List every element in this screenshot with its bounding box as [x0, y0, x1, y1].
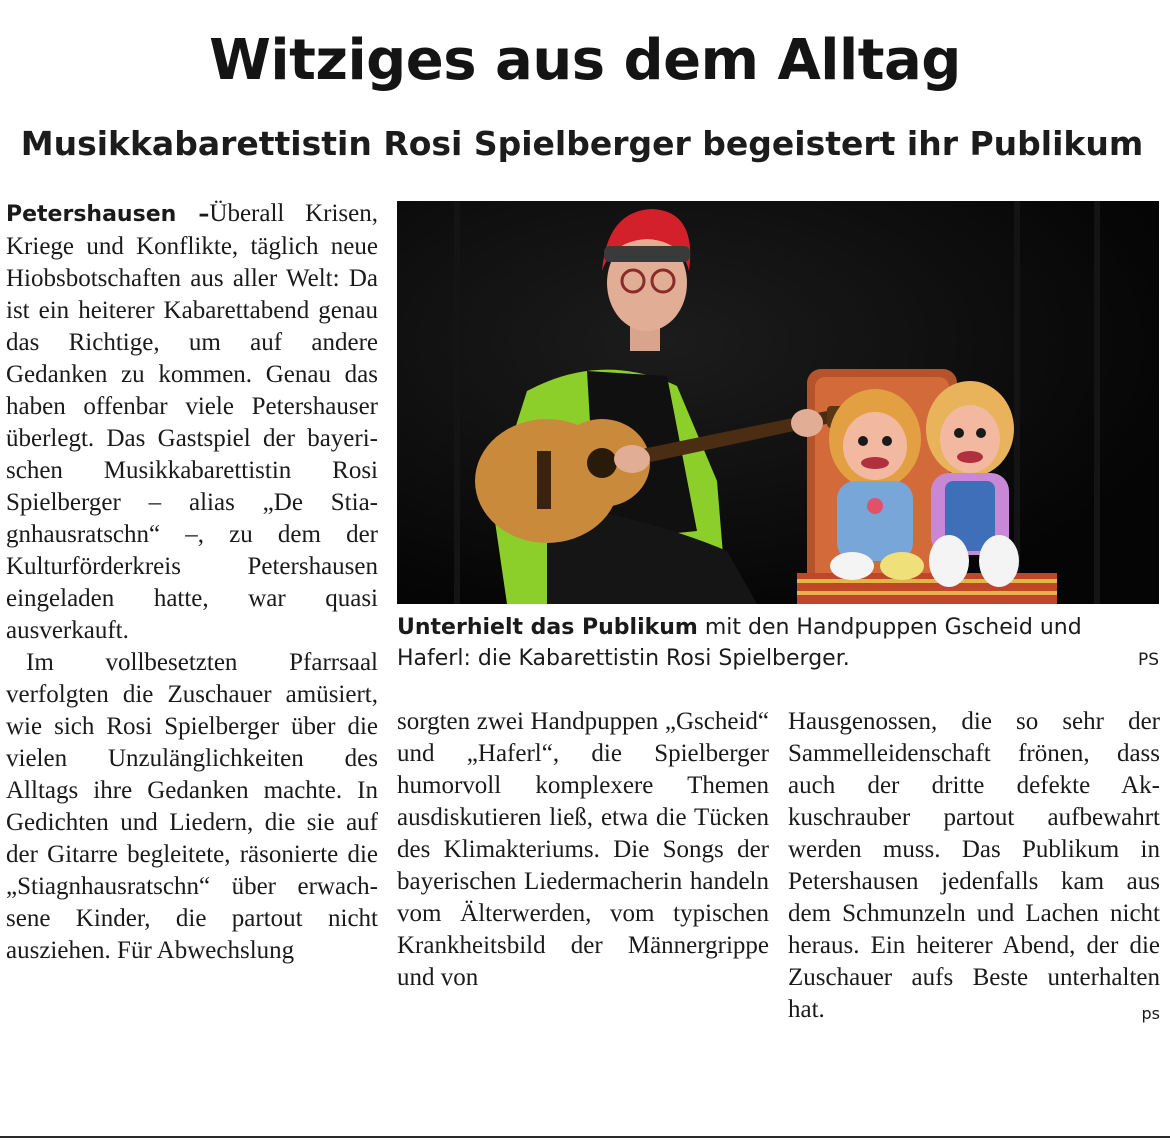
article-headline: Witziges aus dem Alltag — [209, 28, 961, 93]
caption-lead: Unterhielt das Publikum — [397, 615, 698, 640]
photo-caption — [397, 612, 1159, 676]
paragraph-2-part-1: Im vollbesetzten Pfarrsaal verfolgten die Zuschauer amüsiert, wie sich Rosi Spielberger über die vielen Unzulänglichkeiten des Alltags ihre Gedanken machte. In Gedichten und Liedern, die sie auf der Gitarre begleitete, räsonierte die „Stiagnhausratschn“ über erwachsene Kinder, die partout nicht ausziehen. Für Abwechslung — [6, 649, 378, 964]
paragraph-2-part-3-text: Hausgenossen, die so sehr der Sammelleidenschaft frönen, dass auch der dritte defekte Akkuschrauber partout aufbewahrt werden muss. Das Publikum in Petershausen jedenfalls kam aus dem Schmunzeln und Lachen nicht heraus. Ein heiterer Abend, der die Zuschauer aufs Beste unterhalten hat. — [788, 708, 1160, 1023]
article-subheadline: Musikkabarettistin Rosi Spielberger begeistert ihr Publikum — [20, 124, 1144, 163]
article-column-1 — [6, 198, 378, 967]
article-column-2 — [397, 706, 769, 994]
caption-text: mit den Handpuppen Gscheid und Haferl: die Kabarettistin Rosi Spielberger. — [397, 615, 1082, 671]
paragraph-1 — [6, 198, 378, 647]
paragraph-2-part-3 — [788, 706, 1160, 1026]
performer-with-puppets-image — [397, 201, 1159, 604]
author-initials: ps — [1141, 1004, 1160, 1023]
dateline: Petershausen – — [6, 202, 210, 227]
page-bottom-rule — [0, 1136, 1170, 1138]
photo-credit: PS — [1137, 650, 1159, 670]
article-photo — [397, 201, 1159, 604]
paragraph-1-text: Überall Krisen, Kriege und Konflikte, täglich neue Hiobsbotschaften aus aller Welt: Da ist ein heiterer Kabarettabend genau das Richtige, um auf andere Gedanken zu kommen. Genau das haben offenbar viele Petershauser überlegt. Das Gastspiel der bayerischen Musikkabarettistin Rosi Spielberger – alias „De Stiagnhausratschn“ –, zu dem der Kulturförderkreis Petershausen eingeladen hatte, war quasi ausverkauft. — [6, 200, 378, 644]
article-column-3 — [788, 706, 1160, 1030]
paragraph-2-part-2: sorgten zwei Handpuppen „Gscheid“ und „Haferl“, die Spielberger humorvoll komplexere Themen ausdiskutieren ließ, etwa die Tücken des Klimakteriums. Die Songs der bayerischen Liedermacherin handeln vom Älterwerden, vom typischen Krankheitsbild der Männergrippe und von — [397, 708, 769, 991]
